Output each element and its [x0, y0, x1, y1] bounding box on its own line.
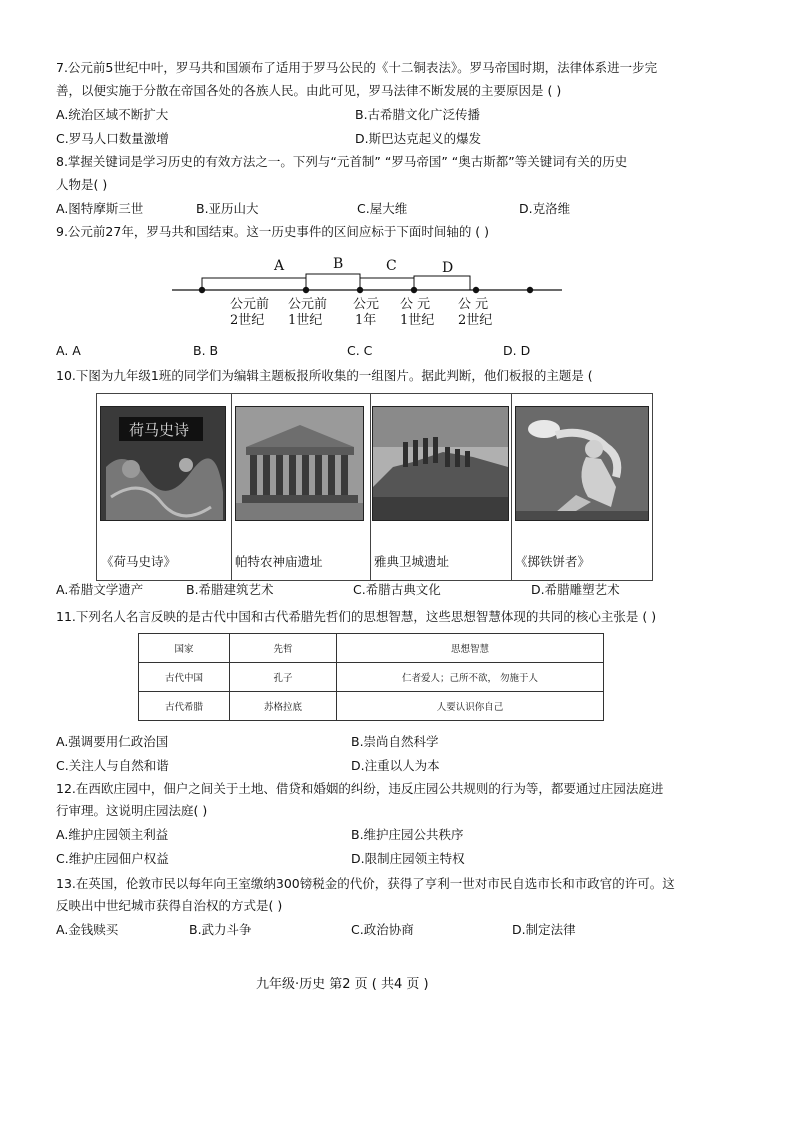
- table-header-row: [139, 634, 604, 663]
- discobolus-image: [515, 406, 649, 521]
- photo-caption-discobolus: 《掷铁饼者》: [515, 554, 591, 569]
- q9-option-b[interactable]: B. B: [193, 343, 219, 358]
- table-header-cell: 思想智慧: [337, 634, 604, 663]
- q12-stem-line2: 行审理。这说明庄园法庭( ): [56, 803, 208, 818]
- q8-option-c[interactable]: C.屋大维: [357, 201, 408, 216]
- table-row: [139, 692, 604, 721]
- q9-option-a[interactable]: A. A: [56, 343, 81, 358]
- q10-option-c[interactable]: C.希腊古典文化: [353, 582, 441, 597]
- photo-cell-parthenon: [231, 394, 371, 580]
- photo-caption-homer: 《荷马史诗》: [101, 554, 177, 569]
- timeline-dot: [303, 287, 309, 293]
- photo-caption-parthenon: 帕特农神庙遗址: [235, 554, 323, 569]
- tick-label-bottom: 1世纪: [400, 313, 435, 328]
- q13-option-a[interactable]: A.金钱赎买: [56, 922, 119, 937]
- timeline-dot: [357, 287, 363, 293]
- table-cell: 孔子: [230, 663, 337, 692]
- tick-label-top: 公元前: [288, 297, 328, 312]
- q7-option-b[interactable]: B.古希腊文化广泛传播: [355, 107, 481, 122]
- q13-stem-line1: 13.在英国，伦敦市民以每年向王室缴纳300镑税金的代价，获得了亨利一世对市民自选市长和市政官的许可。这: [56, 876, 675, 891]
- table-cell: 苏格拉底: [230, 692, 337, 721]
- table-cell: 古代中国: [139, 663, 230, 692]
- q7-option-c[interactable]: C.罗马人口数量激增: [56, 131, 169, 146]
- tick-label-bottom: 1世纪: [288, 313, 323, 328]
- q11-option-d[interactable]: D.注重以人为本: [351, 758, 440, 773]
- homer-title-text: 荷马史诗: [129, 421, 190, 439]
- timeline-diagram: [170, 248, 570, 334]
- timeline-dot: [411, 287, 417, 293]
- acropolis-image: [372, 406, 509, 521]
- q10-option-d[interactable]: D.希腊雕塑艺术: [531, 582, 620, 597]
- photo-strip: [96, 393, 653, 581]
- table-cell: 仁者爱人；己所不欲， 勿施于人: [337, 663, 604, 692]
- q8-option-a[interactable]: A.图特摩斯三世: [56, 201, 144, 216]
- photo-caption-acropolis: 雅典卫城遗址: [374, 554, 450, 569]
- segment-b-bracket: [306, 274, 360, 278]
- segment-a-label: A: [274, 258, 285, 274]
- table-row: [139, 663, 604, 692]
- tick-label-top: 公元: [353, 297, 380, 312]
- timeline-dot: [527, 287, 533, 293]
- segment-d-label: D: [442, 260, 454, 276]
- table-cell: 人要认识你自己: [337, 692, 604, 721]
- parthenon-image: [235, 406, 364, 521]
- q8-option-d[interactable]: D.克洛维: [519, 201, 571, 216]
- tick-label-top: 公 元: [458, 297, 489, 312]
- q7-option-a[interactable]: A.统治区域不断扩大: [56, 107, 169, 122]
- q10-option-b[interactable]: B.希腊建筑艺术: [186, 582, 274, 597]
- q7-stem-line1: 7.公元前5世纪中叶，罗马共和国颁布了适用于罗马公民的《十二铜表法》。罗马帝国时期，法律体系进一步完: [56, 60, 658, 75]
- page-footer: 九年级·历史 第2 页 ( 共4 页 ): [256, 977, 429, 992]
- tick-label-top: 公 元: [400, 297, 431, 312]
- q11-option-b[interactable]: B.崇尚自然科学: [351, 734, 439, 749]
- timeline-dot: [473, 287, 479, 293]
- q8-stem-line2: 人物是( ): [56, 177, 108, 192]
- photo-cell-acropolis: [370, 394, 512, 580]
- tick-label-bottom: 2世纪: [230, 313, 265, 328]
- tick-label-bottom: 1年: [355, 313, 377, 328]
- segment-d-bracket: [414, 276, 470, 290]
- homer-epic-book-image: [100, 406, 226, 521]
- photo-cell-homer: [97, 394, 232, 580]
- q9-option-d[interactable]: D. D: [503, 343, 531, 358]
- tick-label-bottom: 2世纪: [458, 313, 493, 328]
- q10-option-a[interactable]: A.希腊文学遗产: [56, 582, 144, 597]
- q12-stem-line1: 12.在西欧庄园中，佃户之间关于土地、借贷和婚姻的纠纷，违反庄园公共规则的行为等，都要通过庄园法庭进: [56, 781, 664, 796]
- photo-cell-discobolus: [511, 394, 652, 580]
- table-cell: 古代希腊: [139, 692, 230, 721]
- tick-label-top: 公元前: [230, 297, 270, 312]
- table-header-cell: 先哲: [230, 634, 337, 663]
- q13-option-b[interactable]: B.武力斗争: [189, 922, 252, 937]
- wisdom-table: [138, 633, 604, 721]
- q12-option-c[interactable]: C.维护庄园佃户权益: [56, 851, 169, 866]
- q12-option-d[interactable]: D.限制庄园领主特权: [351, 851, 465, 866]
- segment-b-label: B: [333, 256, 344, 272]
- q13-option-d[interactable]: D.制定法律: [512, 922, 576, 937]
- q12-option-a[interactable]: A.维护庄园领主利益: [56, 827, 169, 842]
- q12-option-b[interactable]: B.维护庄园公共秩序: [351, 827, 464, 842]
- q9-stem-line1: 9.公元前27年，罗马共和国结束。这一历史事件的区间应标于下面时间轴的 ( ): [56, 224, 490, 239]
- q11-stem-line1: 11.下列名人名言反映的是古代中国和古代希腊先哲们的思想智慧，这些思想智慧体现的共同的核心主张是 ( ): [56, 609, 657, 624]
- q13-stem-line2: 反映出中世纪城市获得自治权的方式是( ): [56, 898, 283, 913]
- q9-option-c[interactable]: C. C: [347, 343, 373, 358]
- q11-option-c[interactable]: C.关注人与自然和谐: [56, 758, 169, 773]
- q10-stem-line1: 10.下图为九年级1班的同学们为编辑主题板报所收集的一组图片。据此判断，他们板报的主题是 (: [56, 368, 593, 383]
- q7-option-d[interactable]: D.斯巴达克起义的爆发: [355, 131, 482, 146]
- q8-stem-line1: 8.掌握关键词是学习历史的有效方法之一。下列与“元首制” “罗马帝国” “奥古斯都”等关键词有关的历史: [56, 154, 628, 169]
- q7-stem-line2: 善，以便实施于分散在帝国各处的各族人民。由此可见，罗马法律不断发展的主要原因是 ( ): [56, 83, 562, 98]
- segment-a-bracket: [202, 278, 306, 290]
- q13-option-c[interactable]: C.政治协商: [351, 922, 414, 937]
- q11-option-a[interactable]: A.强调要用仁政治国: [56, 734, 169, 749]
- segment-c-bracket: [360, 278, 414, 290]
- q8-option-b[interactable]: B.亚历山大: [196, 201, 259, 216]
- segment-c-label: C: [386, 258, 397, 274]
- table-header-cell: 国家: [139, 634, 230, 663]
- timeline-dot: [199, 287, 205, 293]
